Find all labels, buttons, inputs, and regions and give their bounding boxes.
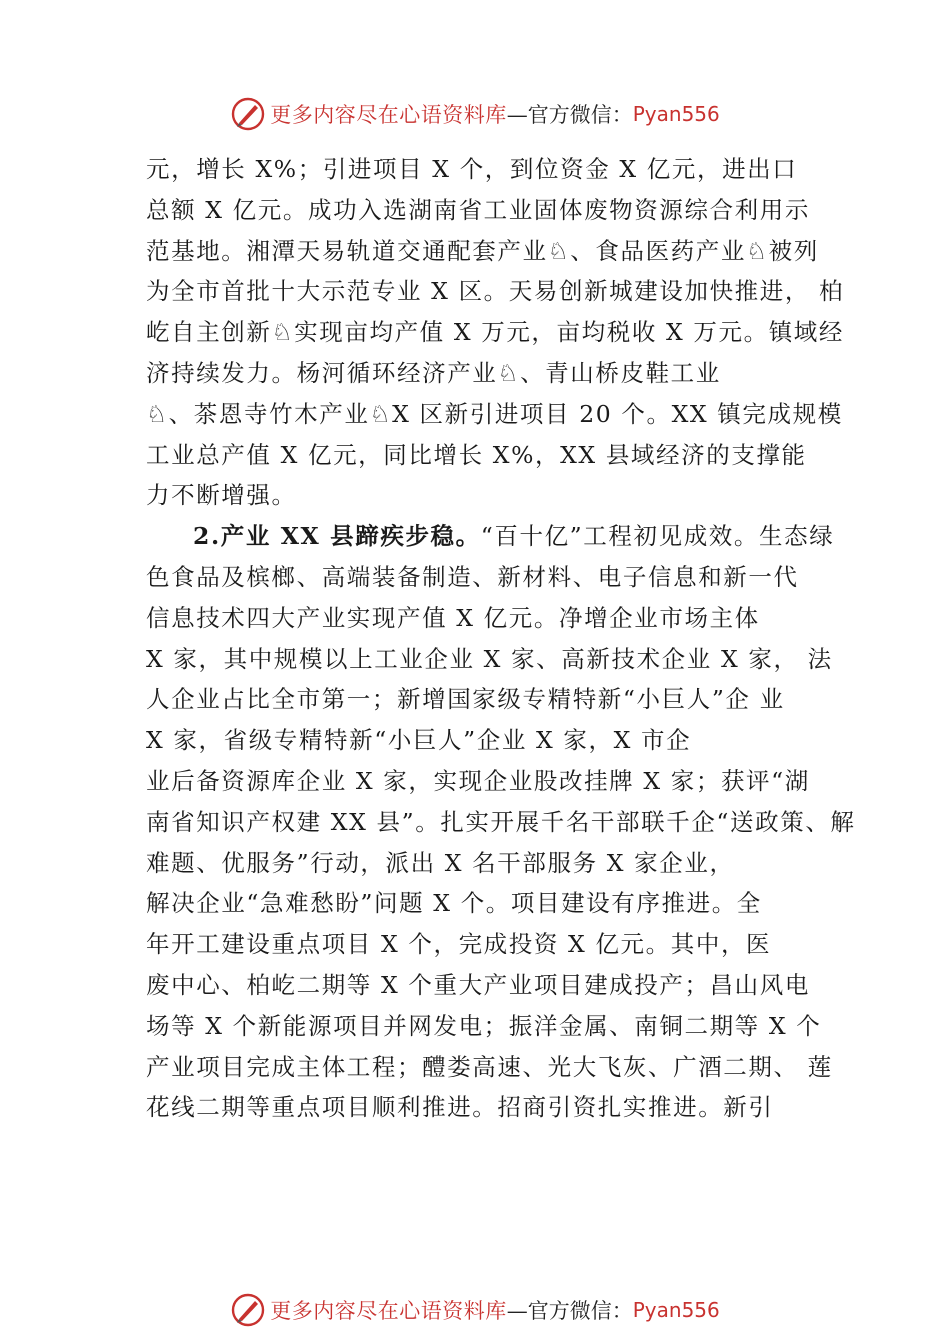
text-line: 元，增长 X%；引进项目 X 个，到位资金 X 亿元，进出口 [146,155,798,183]
pen-logo-icon [230,1292,266,1328]
watermark-top [0,94,950,134]
text-line: 难题、优服务”行动，派出 X 名干部服务 X 家企业， [146,848,735,877]
pen-logo-icon [230,96,266,132]
text-line: 年开工建设重点项目 X 个，完成投资 X 亿元。其中，医 [146,930,772,959]
watermark-separator: —官方微信： [506,1299,633,1323]
text-line: 力不断增强。 [146,481,297,510]
text-line: 解决企业“急难愁盼”问题 X 个。项目建设有序推进。全 [146,889,762,918]
text-line: 花线二期等重点项目顺利推进。招商引资扎实推进。新引 [146,1093,774,1122]
text-line: 工业总产值 X 亿元，同比增长 X%，XX 县域经济的支撑能 [146,440,807,469]
text-line: 屹自主创新♘实现亩均产值 X 万元，亩均税收 X 万元。镇域经 [146,318,845,347]
text-line: X 家，省级专精特新“小巨人”企业 X 家，X 市企 [146,726,692,755]
section-heading-rest: “百十亿”工程初见成效。生态绿 [480,522,835,551]
section-heading: 2.产业 XX 县蹄疾步稳。 [193,522,481,551]
text-line: 场等 X 个新能源项目并网发电；振洋金属、南铜二期等 X 个 [146,1011,822,1040]
text-line: 废中心、柏屹二期等 X 个重大产业项目建成投产；昌山风电 [146,970,810,999]
watermark-bottom [0,1290,950,1330]
text-line: X 家，其中规模以上工业企业 X 家、高新技术企业 X 家， 法 [146,644,833,673]
text-line: 总额 X 亿元。成功入选湖南省工业固体废物资源综合利用示 [146,195,810,224]
watermark-wechat-id: Pyan556 [632,1298,720,1322]
text-line: 为全市首批十大示范专业 X 区。天易创新城建设加快推进， 柏 [146,277,845,306]
watermark-title: 更多内容尽在心语资料库 [270,1299,507,1323]
watermark-wechat-id: Pyan556 [632,102,720,126]
text-line: ♘、茶恩寺竹木产业♘X 区新引进项目 20 个。XX 镇完成规模 [146,399,843,428]
text-line: 产业项目完成主体工程；醴娄高速、光大飞灰、广酒二期、 莲 [146,1052,833,1081]
text-line: 南省知识产权建 XX 县”。扎实开展千名干部联千企“送政策、解 [146,807,856,836]
document-body [146,149,856,1128]
section-heading-line [146,516,836,557]
text-line: 范基地。湘潭天易轨道交通配套产业♘、食品医药产业♘被列 [146,236,819,265]
text-line: 色食品及槟榔、高端装备制造、新材料、电子信息和新一代 [146,562,799,591]
text-line: 人企业占比全市第一；新增国家级专精特新“小巨人”企 业 [146,685,785,714]
watermark-separator: —官方微信： [506,103,633,127]
text-line: 业后备资源库企业 X 家，实现企业股改挂牌 X 家；获评“湖 [146,766,810,795]
text-line: 信息技术四大产业实现产值 X 亿元。净增企业市场主体 [146,603,760,632]
watermark-title: 更多内容尽在心语资料库 [270,103,507,127]
text-line: 济持续发力。杨河循环经济产业♘、青山桥皮鞋工业 [146,358,721,387]
